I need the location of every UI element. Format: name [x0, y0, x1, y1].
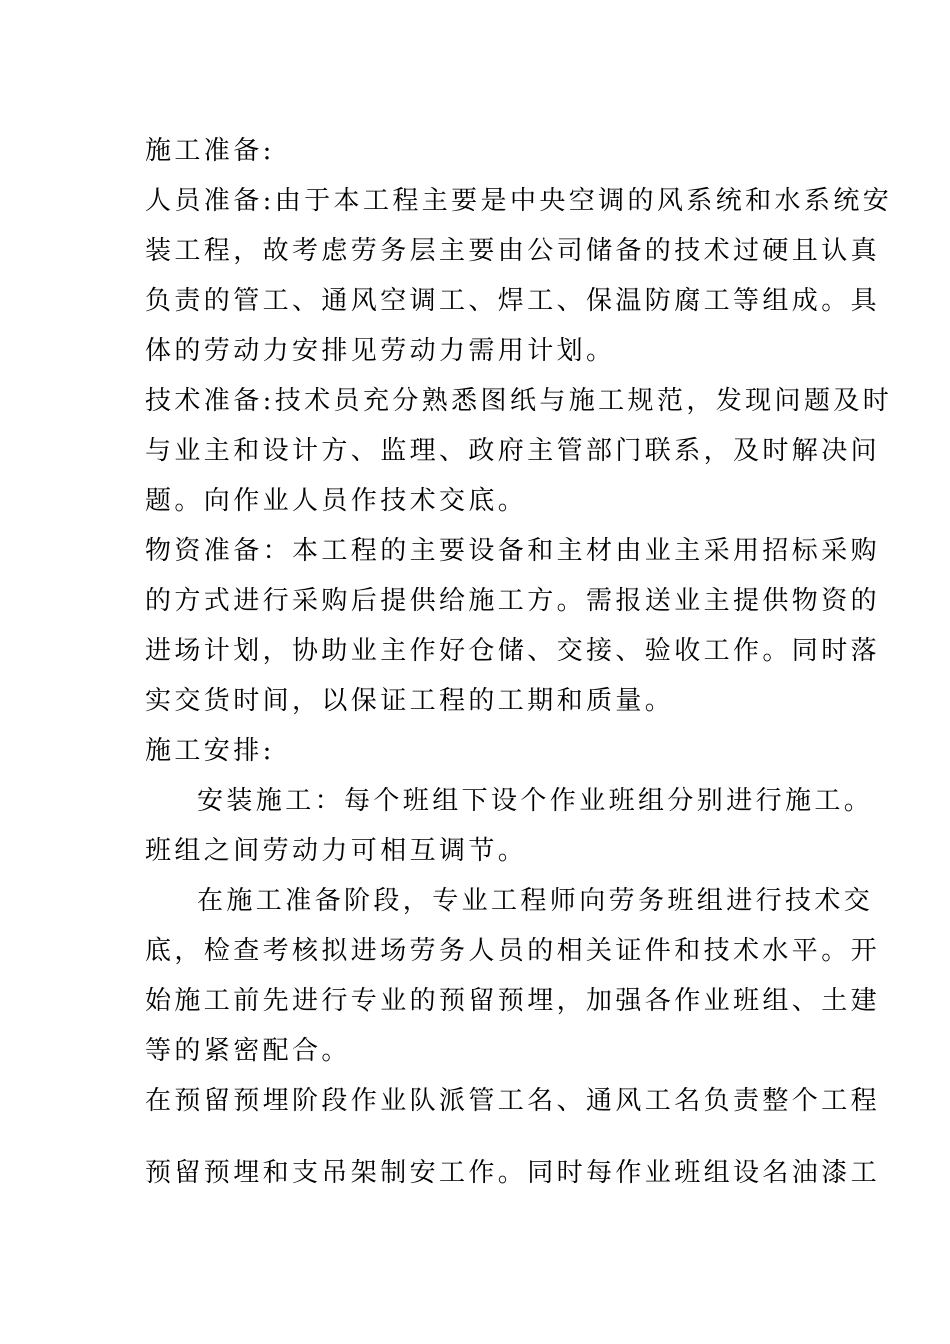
paragraph-line: 始施工前先进行专业的预留预埋，加强各作业班组、土建	[145, 986, 881, 1016]
paragraph-line: 的方式进行采购后提供给施工方。需报送业主提供物资的	[145, 586, 881, 616]
paragraph-line: 与业主和设计方、监理、政府主管部门联系，及时解决问	[145, 436, 881, 466]
paragraph-line: 在施工准备阶段，专业工程师向劳务班组进行技术交	[197, 886, 874, 916]
heading-construction-preparation: 施工准备:	[145, 136, 275, 166]
paragraph-line: 实交货时间，以保证工程的工期和质量。	[145, 686, 675, 716]
paragraph-line: 技术准备:技术员充分熟悉图纸与施工规范，发现问题及时	[145, 386, 893, 416]
paragraph-line: 在预留预埋阶段作业队派管工名、通风工名负责整个工程	[145, 1086, 881, 1116]
paragraph-line: 负责的管工、通风空调工、焊工、保温防腐工等组成。具	[145, 286, 881, 316]
paragraph-line: 人员准备:由于本工程主要是中央空调的风系统和水系统安	[145, 186, 893, 216]
paragraph-line: 底，检查考核拟进场劳务人员的相关证件和技术水平。开	[145, 936, 881, 966]
paragraph-line: 等的紧密配合。	[145, 1036, 351, 1066]
paragraph-line: 装工程，故考虑劳务层主要由公司储备的技术过硬且认真	[145, 236, 881, 266]
paragraph-line: 物资准备：本工程的主要设备和主材由业主采用招标采购	[145, 536, 881, 566]
paragraph-line: 题。向作业人员作技术交底。	[145, 486, 528, 516]
paragraph-line: 班组之间劳动力可相互调节。	[145, 836, 528, 866]
paragraph-line: 安装施工：每个班组下设个作业班组分别进行施工。	[197, 786, 874, 816]
paragraph-line: 体的劳动力安排见劳动力需用计划。	[145, 336, 616, 366]
paragraph-line: 预留预埋和支吊架制安工作。同时每作业班组设名油漆工	[145, 1158, 881, 1188]
heading-construction-arrangement: 施工安排:	[145, 736, 275, 766]
paragraph-line: 进场计划，协助业主作好仓储、交接、验收工作。同时落	[145, 636, 881, 666]
